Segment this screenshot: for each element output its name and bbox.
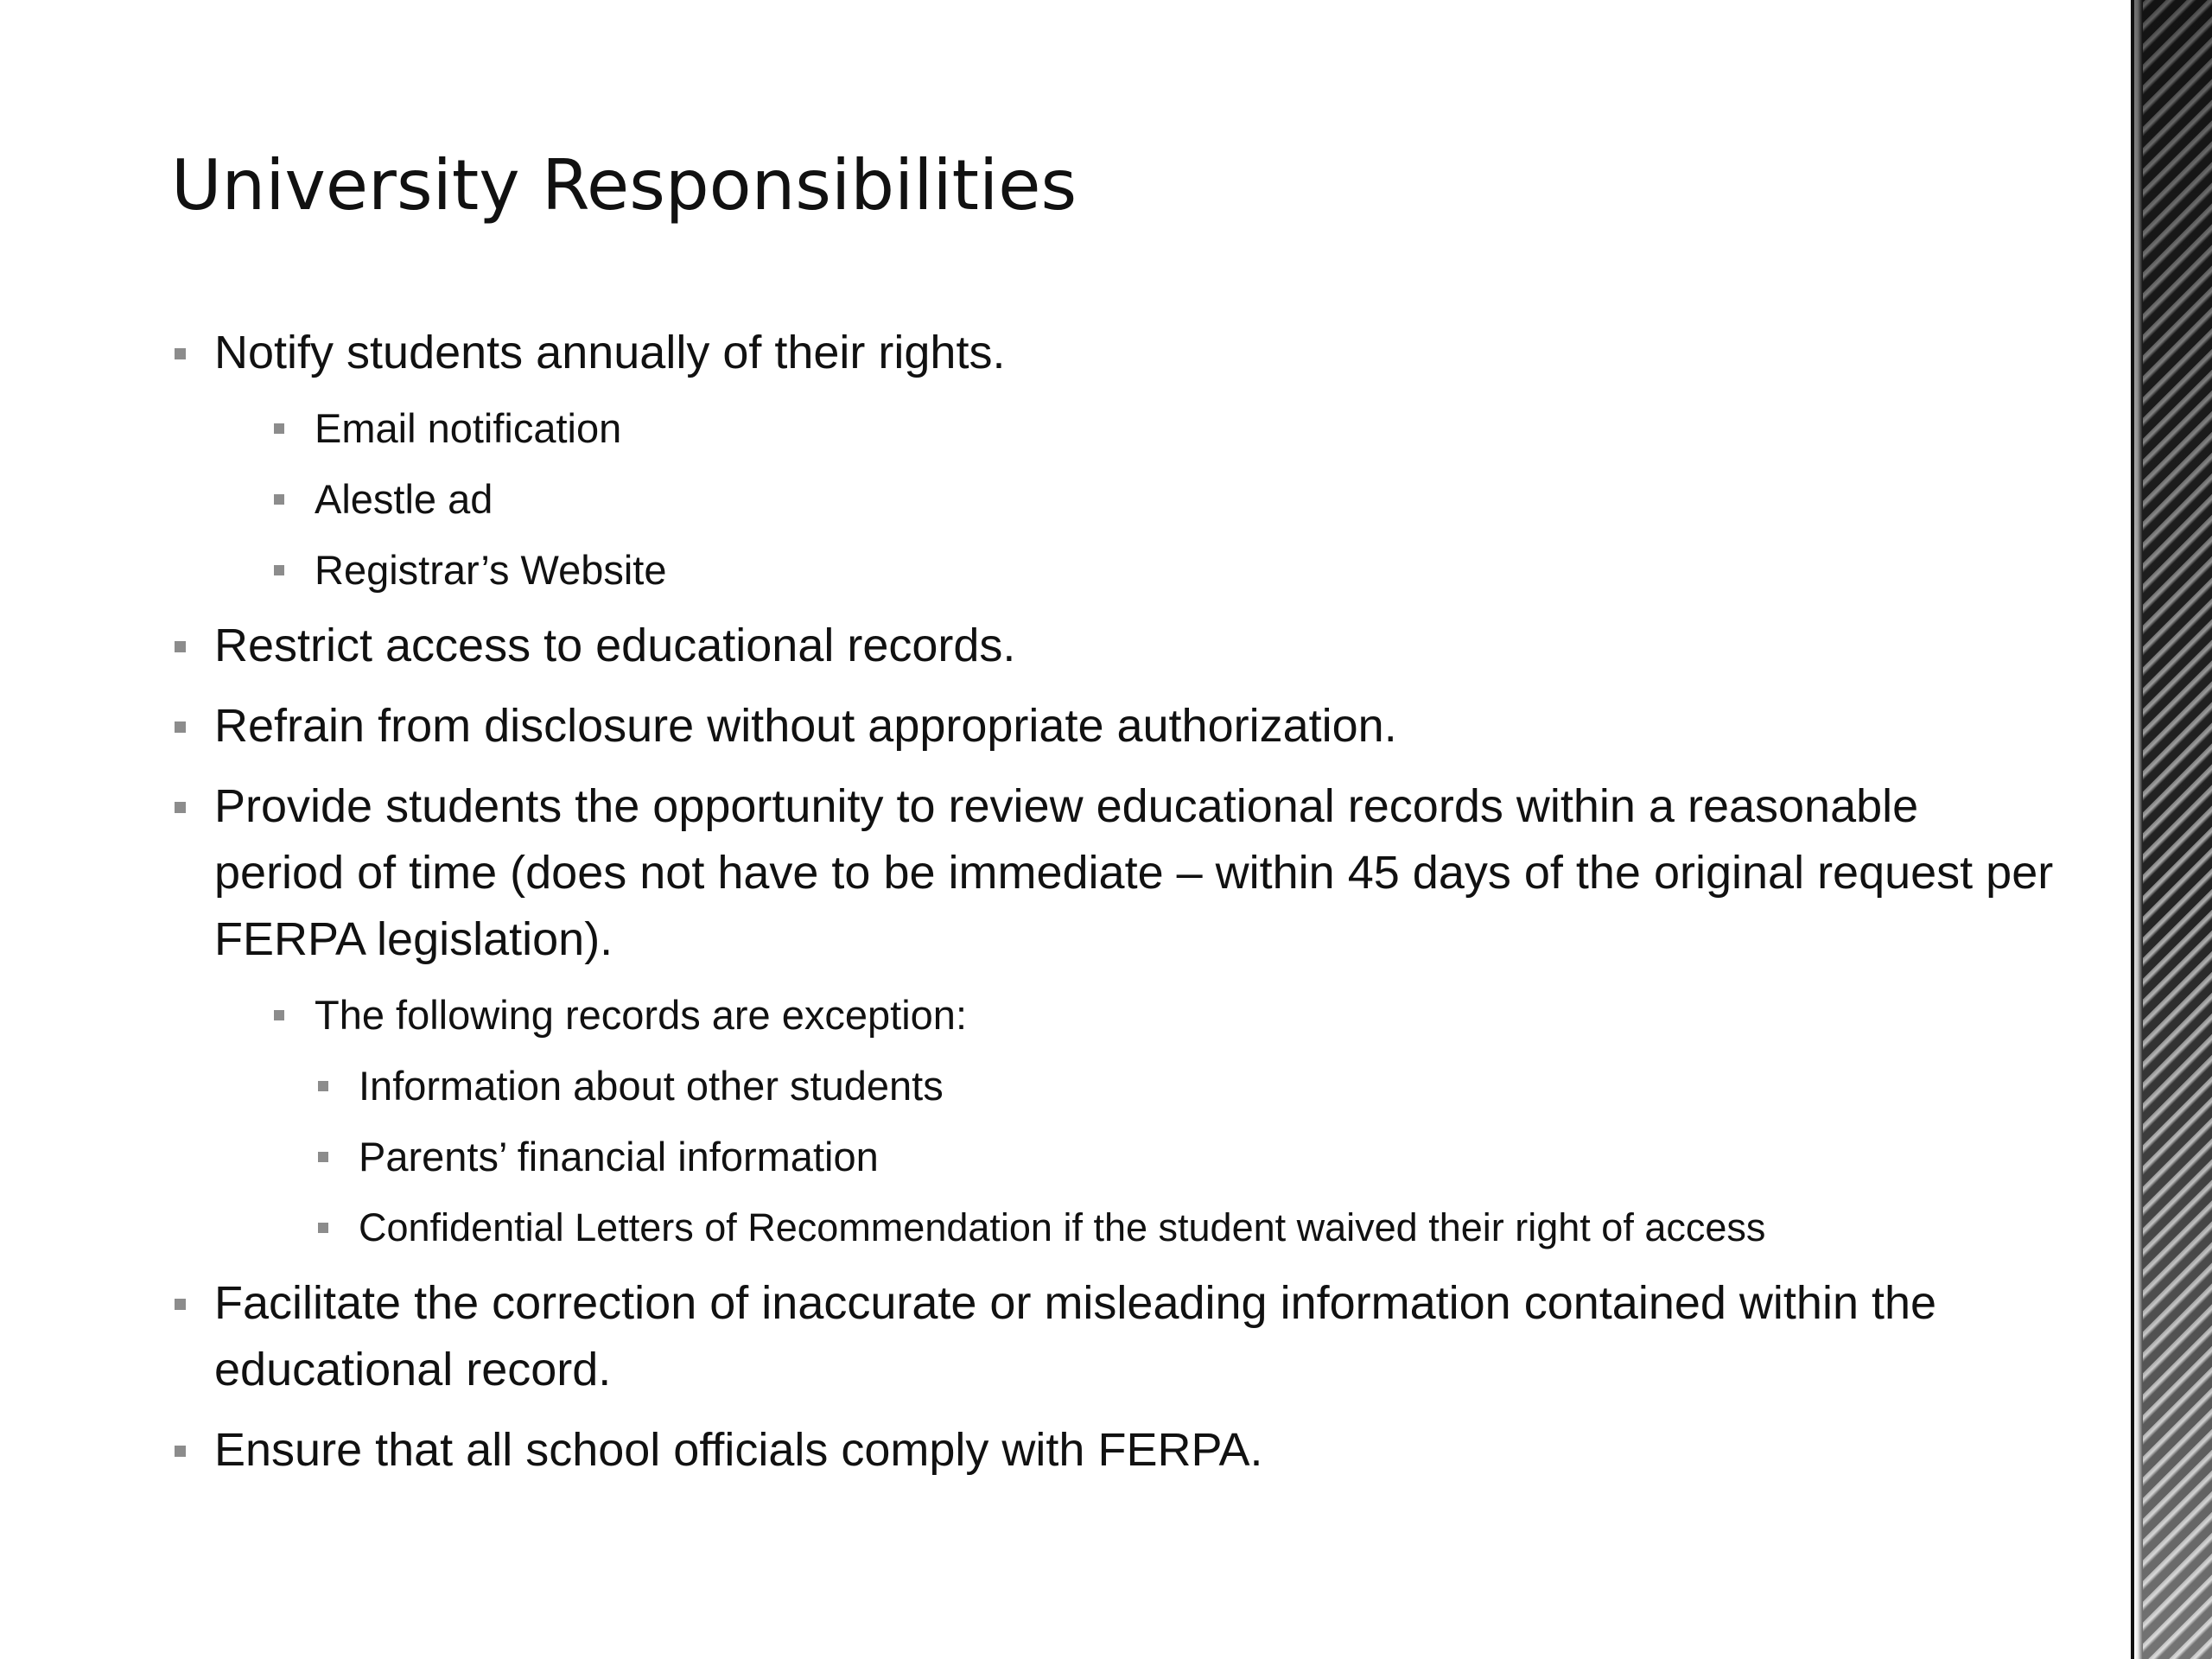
bullet-text: Restrict access to educational records.	[214, 620, 1016, 671]
decorative-side-stripe	[2131, 0, 2212, 1659]
bullet-restrict-access	[171, 613, 2055, 679]
bullet-refrain-disclosure	[171, 693, 2055, 760]
square-bullet-icon	[175, 1446, 186, 1457]
bullet-text: Refrain from disclosure without appropriate authorization.	[214, 700, 1397, 752]
square-bullet-icon	[274, 423, 284, 434]
bullet-notify-students	[171, 320, 2055, 386]
square-bullet-icon	[318, 1223, 328, 1233]
bullet-text: Information about other students	[359, 1063, 944, 1109]
square-bullet-icon	[274, 494, 284, 505]
square-bullet-icon	[274, 1010, 284, 1020]
bullet-provide-review	[171, 773, 2055, 973]
square-bullet-icon	[318, 1081, 328, 1091]
sub-sub-bullet-other-students	[171, 1058, 2055, 1115]
bullet-text: Registrar’s Website	[315, 547, 667, 593]
bullet-text: Confidential Letters of Recommendation if the student waived their right of access	[359, 1205, 1766, 1249]
square-bullet-icon	[175, 348, 186, 359]
bullet-text: Parents’ financial information	[359, 1134, 879, 1179]
bullet-text: The following records are exception:	[315, 992, 968, 1038]
bullet-text: Provide students the opportunity to review educational records within a reasonable period of time (does not have to be immediate – within 45 days of the original request per FERPA legislation).	[214, 780, 2054, 965]
sub-bullet-email-notification	[171, 400, 2055, 457]
sub-sub-bullet-parents-financial	[171, 1128, 2055, 1185]
slide-title: University Responsibilities	[171, 145, 1077, 226]
bullet-facilitate-correction	[171, 1270, 2055, 1403]
bullet-list	[171, 320, 2055, 1497]
bullet-text: Notify students annually of their rights.	[214, 327, 1006, 378]
bullet-text: Alestle ad	[315, 476, 493, 522]
square-bullet-icon	[274, 565, 284, 575]
sub-sub-bullet-confidential-letters	[171, 1199, 2055, 1256]
square-bullet-icon	[175, 802, 186, 813]
bullet-text: Ensure that all school officials comply with FERPA.	[214, 1424, 1263, 1476]
sub-bullet-exceptions	[171, 987, 2055, 1044]
square-bullet-icon	[318, 1152, 328, 1162]
bullet-ensure-compliance	[171, 1417, 2055, 1484]
sub-bullet-registrar-website	[171, 542, 2055, 599]
square-bullet-icon	[175, 641, 186, 652]
bullet-text: Email notification	[315, 405, 622, 451]
sub-bullet-alestle-ad	[171, 471, 2055, 528]
square-bullet-icon	[175, 721, 186, 733]
bullet-text: Facilitate the correction of inaccurate or misleading information contained within the educational record.	[214, 1277, 1937, 1395]
square-bullet-icon	[175, 1299, 186, 1310]
